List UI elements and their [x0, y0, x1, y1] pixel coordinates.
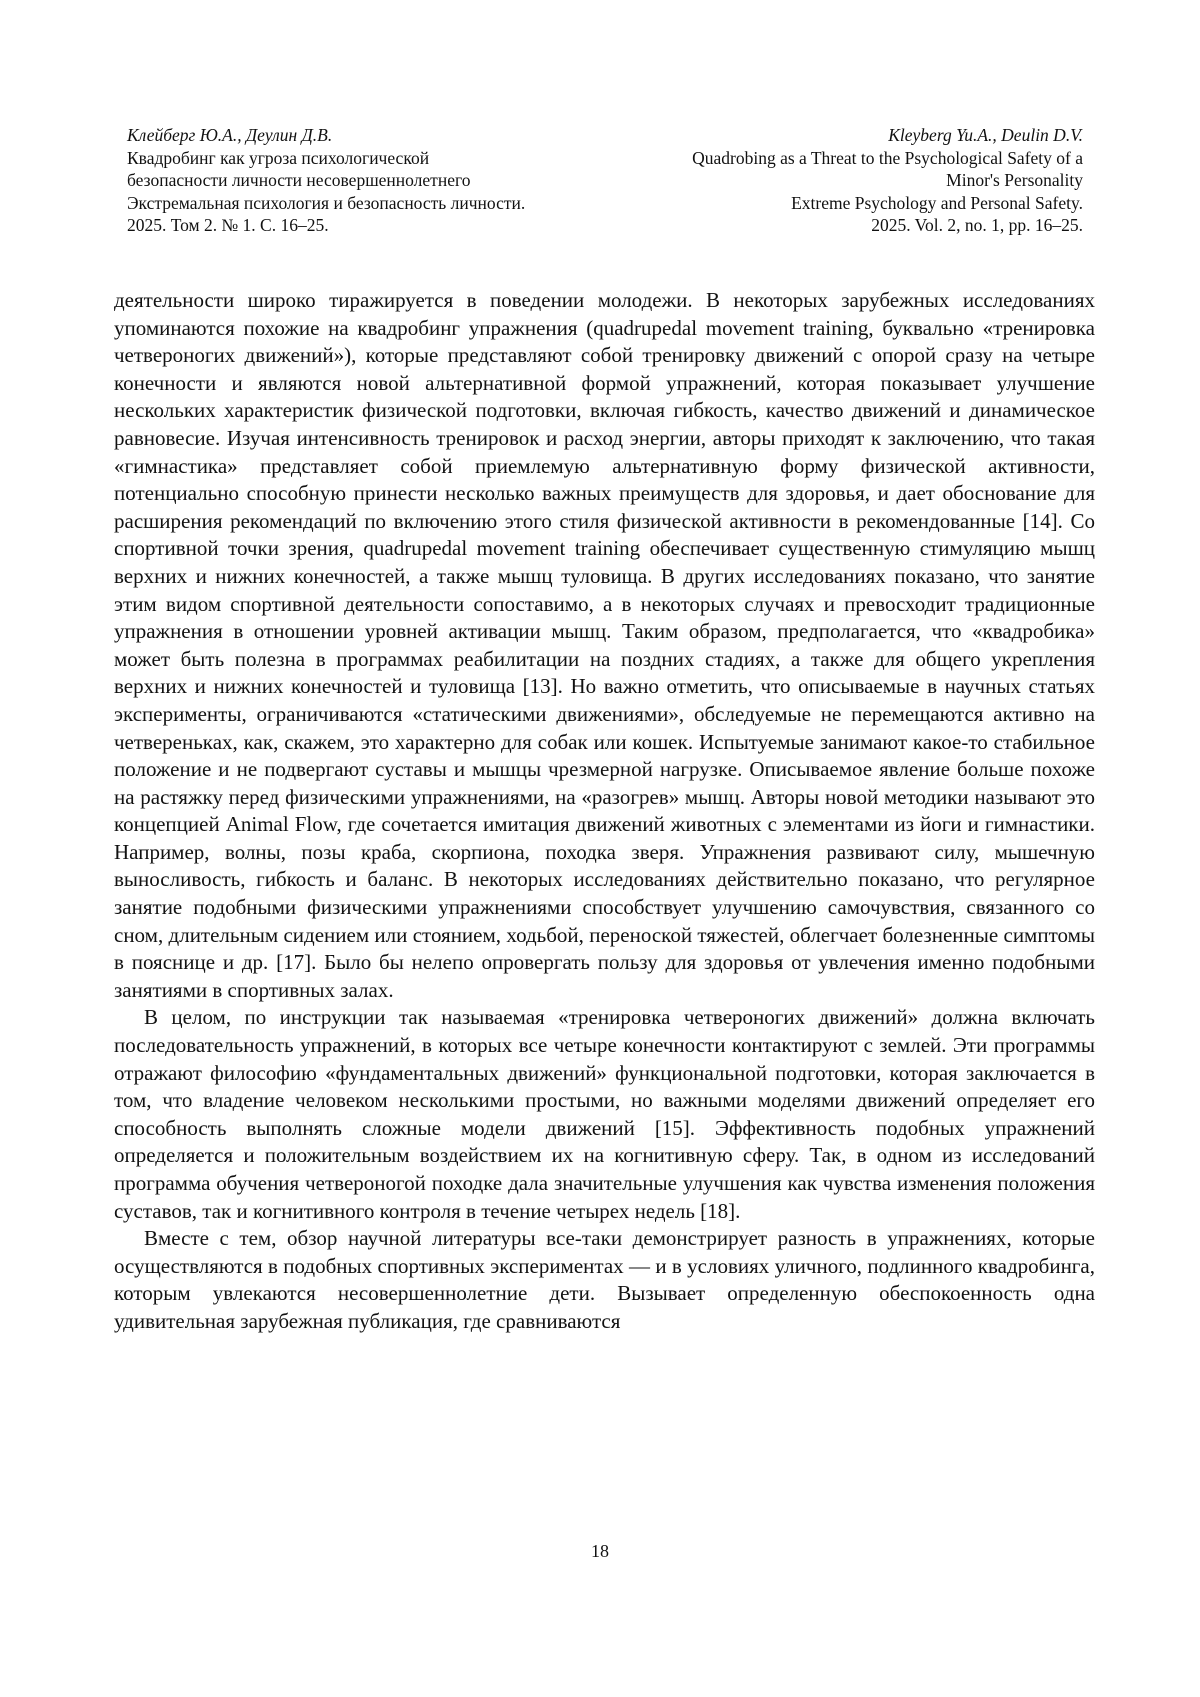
- header-citation-ru: 2025. Том 2. № 1. С. 16–25.: [127, 215, 329, 236]
- body-paragraph: Вместе с тем, обзор научной литературы все-таки демонстрирует разность в упражнениях, которые осуществляются в подобных спортивных экспериментах — и в условиях уличного, подлинного квадробинга, которым увлекаются несовершеннолетние дети. Вызывает определенную обеспокоенность одна удивительная зарубежная публикация, где сравниваются: [114, 1226, 1095, 1333]
- header-citation-en: 2025. Vol. 2, no. 1, pp. 16–25.: [871, 215, 1083, 236]
- header-authors-en: Kleyberg Yu.A., Deulin D.V.: [888, 125, 1083, 145]
- body-paragraph: деятельности широко тиражируется в поведении молодежи. В некоторых зарубежных исследованиях упоминаются похожие на квадробинг упражнения (quadrupedal movement training, буквально «тренировка четвероногих движений»), которые представляют собой тренировку движений с опорой сразу на четыре конечности и являются новой альтернативной формой упражнений, которая показывает улучшение нескольких характеристик физической подготовки, включая гибкость, качество движений и динамическое равновесие. Изучая интенсивность тренировок и расход энергии, авторы приходят к заключению, что такая «гимнастика» представляет собой приемлемую альтернативную форму физической активности, потенциально способную принести несколько важных преимуществ для здоровья, и дает обоснование для расширения рекомендаций по включению этого стиля физической активности в рекомендованные [14]. Со спортивной точки зрения, quadrupedal movement training обеспечивает существенную стимуляцию мышц верхних и нижних конечностей, а также мышц туловища. В других исследованиях показано, что занятие этим видом спортивной деятельности сопоставимо, а в некоторых случаях и превосходит традиционные упражнения в отношении уровней активации мышц. Таким образом, предполагается, что «квадробика» может быть полезна в программах реабилитации на поздних стадиях, а также для общего укрепления верхних и нижних конечностей и туловища [13]. Но важно отметить, что описываемые в научных статьях эксперименты, ограничиваются «статическими движениями», обследуемые не перемещаются активно на четвереньках, как, скажем, это характерно для собак или кошек. Испытуемые занимают какое-то стабильное положение и не подвергают суставы и мышцы чрезмерной нагрузке. Описываемое явление больше похоже на растяжку перед физическими упражнениями, на «разогрев» мышц. Авторы новой методики называют это концепцией Animal Flow, где сочетается имитация движений животных с элементами из йоги и гимнастики. Например, волны, позы краба, скорпиона, походка зверя. Упражнения развивают силу, мышечную выносливость, гибкость и баланс. В некоторых исследованиях действительно показано, что регулярное занятие подобными физическими упражнениями способствует улучшению самочувствия, связанного со сном, длительным сидением или стоянием, ходьбой, переноской тяжестей, облегчает болезненные симптомы в пояснице и др. [17]. Было бы нелепо опровергать пользу для здоровья от увлечения именно подобными занятиями в спортивных залах.: [114, 288, 1095, 1002]
- header-journal-ru: Экстремальная психология и безопасность личности.: [127, 192, 526, 213]
- header-journal-en: Extreme Psychology and Personal Safety.: [791, 192, 1083, 213]
- header-title-ru-line2: безопасности личности несовершеннолетнего: [127, 170, 471, 191]
- header-authors-ru: Клейберг Ю.А., Деулин Д.В.: [127, 125, 333, 145]
- article-body: [114, 287, 1095, 1336]
- body-paragraph: В целом, по инструкции так называемая «тренировка четвероногих движений» должна включать последовательность упражнений, в которых все четыре конечности контактируют с землей. Эти программы отражают философию «фундаментальных движений» функциональной подготовки, которая заключается в том, что владение человеком несколькими простыми, но важными моделями движений определяет его способность выполнять сложные модели движений [15]. Эффективность подобных упражнений определяется и положительным воздействием их на когнитивную сферу. Так, в одном из исследований программа обучения четвероногой походке дала значительные улучшения как чувства изменения положения суставов, так и когнитивного контроля в течение четырех недель [18].: [114, 1005, 1095, 1223]
- header-title-ru-line1: Квадробинг как угроза психологической: [127, 147, 430, 168]
- header-english: [563, 124, 1083, 237]
- header-title-en-line1: Quadrobing as a Threat to the Psychological Safety of a: [692, 147, 1083, 168]
- page-number: 18: [591, 1541, 609, 1561]
- header-title-en-line2: Minor's Personality: [946, 170, 1083, 191]
